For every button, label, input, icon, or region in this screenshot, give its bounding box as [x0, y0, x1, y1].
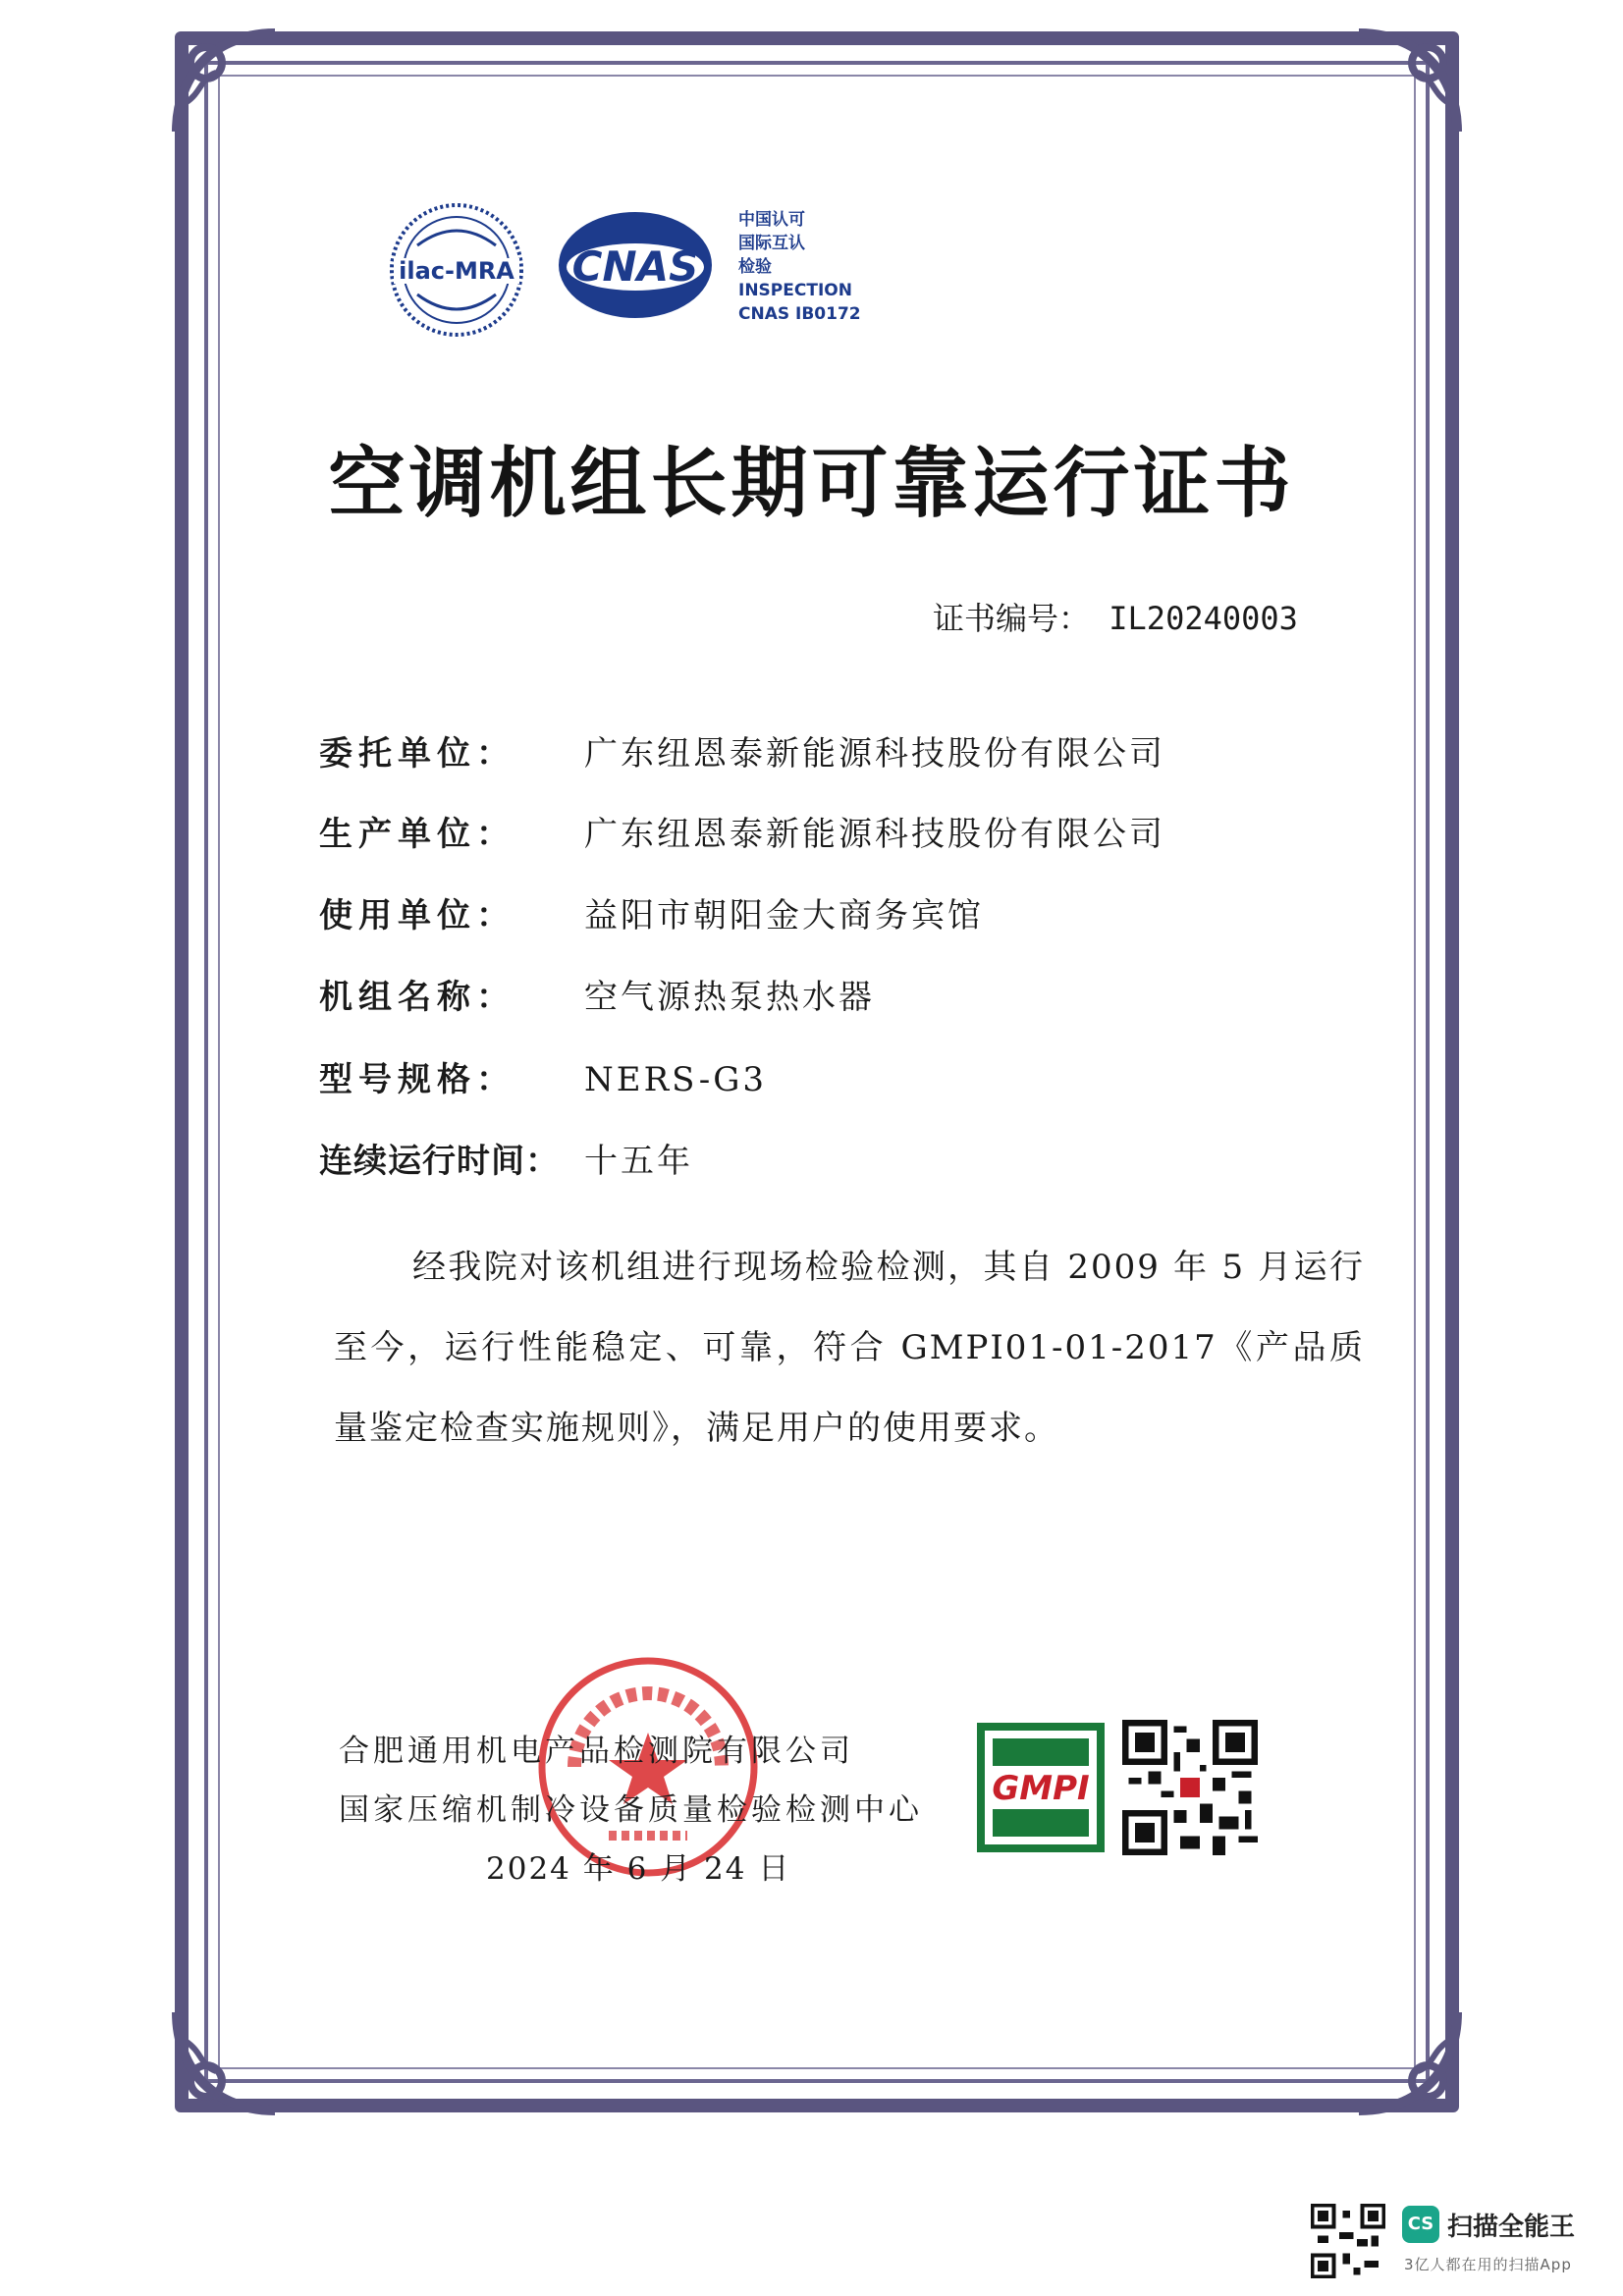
field-label: 委托单位： [319, 734, 515, 774]
certificate-statement: 经我院对该机组进行现场检验检测，其自 2009 年 5 月运行至今，运行性能稳定、可靠，符合 GMPI01-01-2017《产品质量鉴定检查实施规则》，满足用户的使用要求。 [334, 1248, 1365, 1448]
cnas-caption-line: INSPECTION [738, 281, 852, 300]
field-label: 连续运行时间： [319, 1142, 560, 1181]
app-tagline: 3亿人都在用的扫描App [1404, 2256, 1572, 2273]
app-name: 扫描全能王 [1447, 2213, 1576, 2242]
cnas-caption-line: 检验 [738, 257, 772, 277]
app-qr-code[interactable] [1311, 2204, 1385, 2278]
cnas-caption-line: 中国认可 [738, 210, 805, 230]
app-logo-badge: CS [1402, 2206, 1439, 2243]
field-value: 空气源热泵热水器 [584, 978, 875, 1017]
field-label: 型号规格： [319, 1060, 515, 1099]
field-model [319, 1052, 767, 1100]
corner-ornament-top-right [1349, 24, 1467, 141]
corner-ornament-top-left [167, 24, 285, 141]
field-run-time [319, 1134, 693, 1182]
certificate-title: 空调机组长期可靠运行证书 [328, 440, 1295, 528]
issuer-name: 合肥通用机电产品检测院有限公司 [339, 1734, 854, 1769]
field-entrusting-unit [319, 726, 1165, 774]
ilac-mra-logo [388, 201, 525, 339]
corner-ornament-bottom-right [1349, 2002, 1467, 2120]
cnas-caption-line: CNAS IB0172 [738, 304, 861, 324]
field-value: 十五年 [584, 1142, 693, 1181]
field-value: NERS-G3 [584, 1060, 767, 1099]
gmpi-logo-text: GMPI [992, 1769, 1090, 1808]
field-label: 机组名称： [319, 978, 515, 1017]
gmpi-logo [977, 1723, 1105, 1852]
issuer-center: 国家压缩机制冷设备质量检验检测中心 [339, 1792, 923, 1828]
qr-code[interactable] [1122, 1720, 1258, 1855]
cnas-logo [552, 206, 719, 324]
field-label: 使用单位： [319, 896, 515, 935]
field-value: 益阳市朝阳金大商务宾馆 [584, 896, 984, 935]
ilac-logo-text: ilac-MRA [399, 257, 514, 285]
field-production-unit [319, 807, 1165, 855]
field-value: 广东纽恩泰新能源科技股份有限公司 [584, 815, 1165, 854]
cnas-caption [738, 208, 886, 326]
field-unit-name [319, 970, 875, 1018]
issue-date: 2024 年 6 月 24 日 [486, 1851, 791, 1887]
field-label: 生产单位： [319, 815, 515, 854]
cnas-logo-text: CNAS [571, 242, 699, 291]
corner-ornament-bottom-left [167, 2002, 285, 2120]
cnas-caption-line: 国际互认 [738, 234, 805, 253]
field-user-unit [319, 888, 984, 936]
field-value: 广东纽恩泰新能源科技股份有限公司 [584, 734, 1165, 774]
certificate-number: 证书编号： IL20240003 [933, 600, 1298, 637]
